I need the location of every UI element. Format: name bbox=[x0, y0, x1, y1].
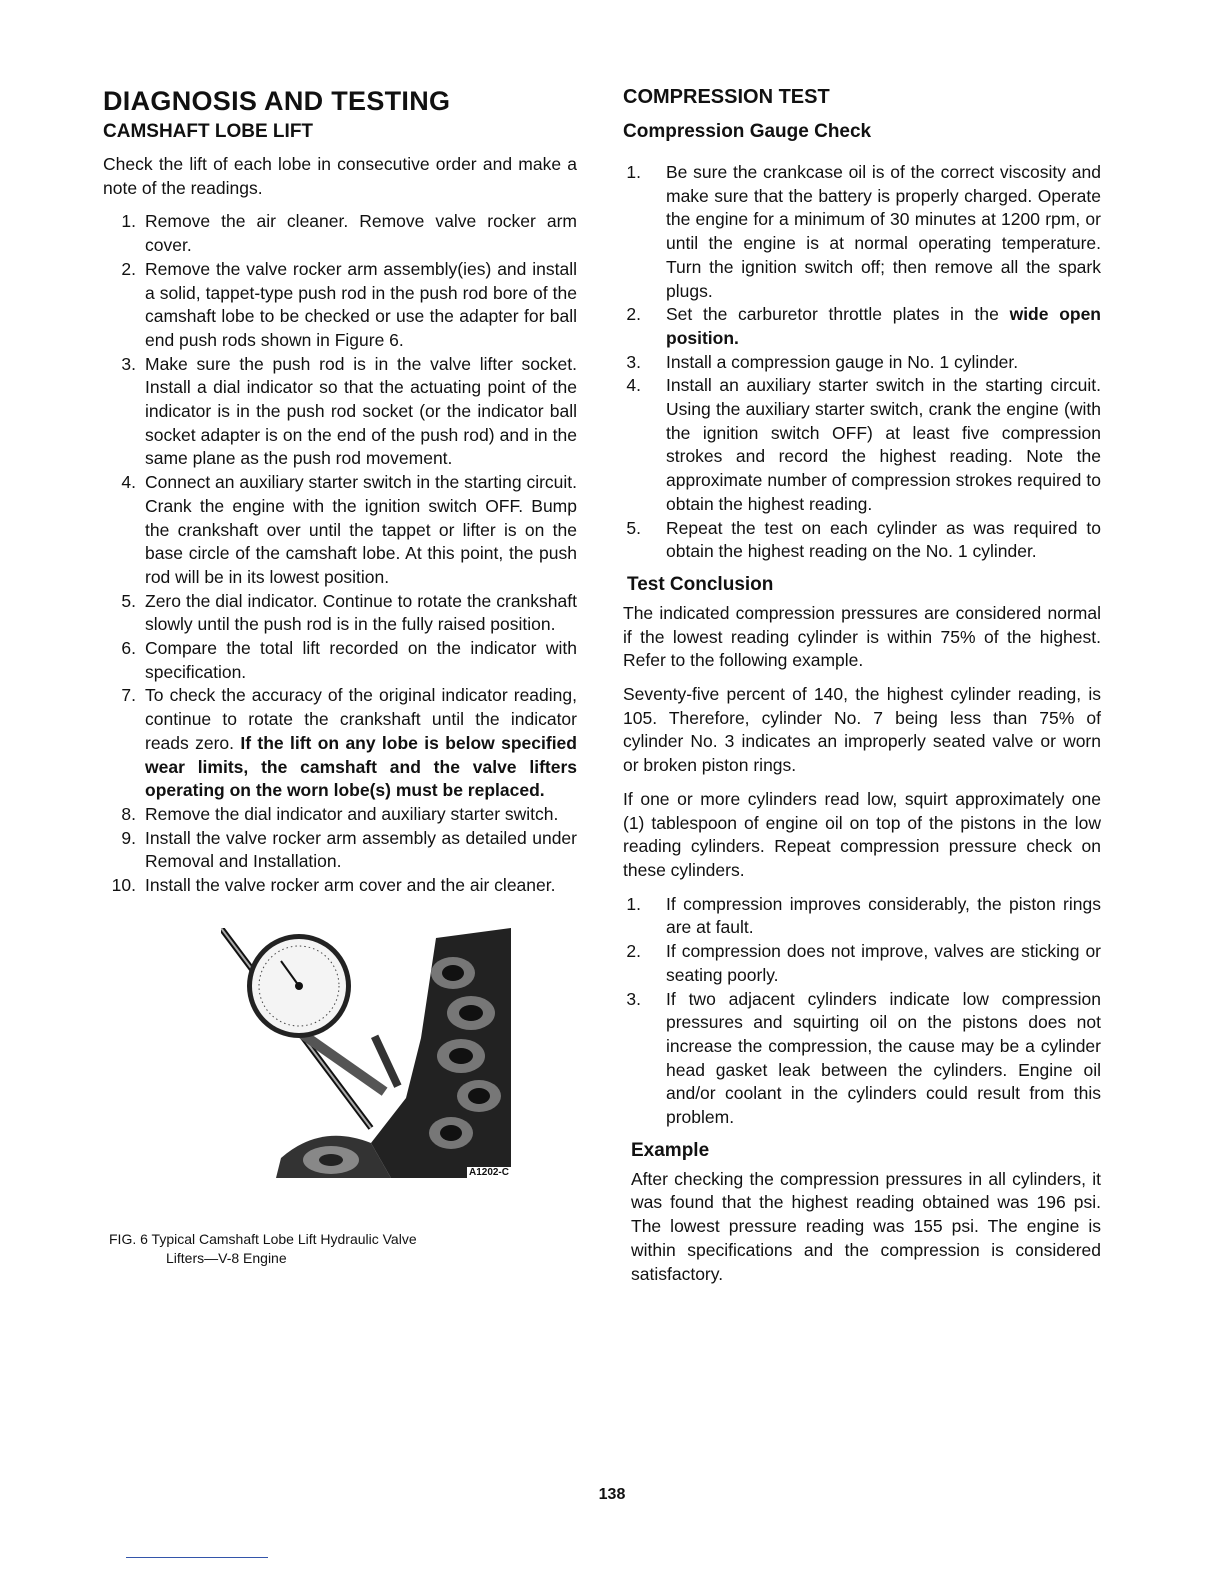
right-column bbox=[623, 80, 1101, 1296]
list-item: 6. Compare the total lift recorded on the indicator with specification. bbox=[121, 638, 577, 682]
list-item: 10. Install the valve rocker arm cover and the air cleaner. bbox=[111, 875, 556, 896]
bottom-rule bbox=[126, 1557, 268, 1558]
section-heading-compression: COMPRESSION TEST bbox=[623, 86, 830, 108]
left-column bbox=[103, 80, 577, 1268]
subheading-gauge-check: Compression Gauge Check bbox=[623, 121, 872, 142]
list-item: 3. Make sure the push rod is in the valve lifter socket. Install a dial indicator so that the actuating point of the indicator is in the push rod socket (or the indicator ball socket adapter is on the end of the push rod) and in the same plane as the push rod movement. bbox=[121, 353, 577, 469]
figure-tag: A1202-C bbox=[468, 1166, 509, 1178]
camshaft-steps-list bbox=[103, 210, 577, 897]
page-number: 138 bbox=[598, 1486, 626, 1503]
list-item: 2. If compression does not improve, valves are sticking or seating poorly. bbox=[626, 941, 1101, 985]
page-title: DIAGNOSIS AND TESTING bbox=[103, 86, 451, 116]
list-item: 7. To check the accuracy of the original indicator reading, continue to rotate the crankshaft until the indicator reads zero. If the lift on any lobe is below specified wear limits, the camshaft and the valve lifters operating on the worn lobe(s) must be replaced. bbox=[121, 685, 577, 801]
intro-paragraph: Check the lift of each lobe in consecutive order and make a note of the readings. bbox=[103, 154, 577, 198]
list-item: 1. Be sure the crankcase oil is of the correct viscosity and make sure that the battery is properly charged. Operate the engine for a minimum of 30 minutes at 1200 rpm, or until the engine is at normal operating temperature. Turn the ignition switch off; then remove all the spark plugs. bbox=[626, 162, 1101, 301]
section-heading-camshaft: CAMSHAFT LOBE LIFT bbox=[103, 121, 314, 142]
list-item: 8. Remove the dial indicator and auxiliary starter switch. bbox=[121, 803, 559, 824]
list-item: 2. Remove the valve rocker arm assembly(ies) and install a solid, tappet-type push rod in the push rod bore of the camshaft lobe to be checked or use the adapter for ball end push rods shown in Figure 6. bbox=[121, 258, 577, 350]
example-paragraph: After checking the compression pressures in all cylinders, it was found that the highest reading obtained was 196 psi. The lowest pressure reading was 155 psi. The engine is within specifications and the compression is considered satisfactory. bbox=[631, 1168, 1101, 1284]
list-item: 1. Remove the air cleaner. Remove valve rocker arm cover. bbox=[121, 211, 577, 256]
list-item: 2. Set the carburetor throttle plates in the wide open position. bbox=[626, 304, 1101, 348]
list-item: 9. Install the valve rocker arm assembly as detailed under Removal and Installation. bbox=[121, 827, 577, 872]
conclusion-paragraph-2: Seventy-five percent of 140, the highest cylinder reading, is 105. Therefore, cylinder No. 7 being less than 75% of cylinder No. 3 indicates an improperly seated valve or worn or broken piston rings. bbox=[623, 684, 1101, 776]
list-item: 3. If two adjacent cylinders indicate low compression pressures and squirting oil on the pistons does not increase the compression, the cause may be a cylinder head gasket leak between the cylinders. Engine oil and/or coolant in the cylinders could result from this problem. bbox=[626, 988, 1101, 1128]
dial-indicator-illustration bbox=[221, 928, 511, 1178]
list-item: 5. Zero the dial indicator. Continue to rotate the crankshaft slowly until the push rod is in the fully raised position. bbox=[121, 590, 577, 635]
results-list bbox=[623, 893, 1101, 1130]
figure-caption: FIG. 6 Typical Camshaft Lobe Lift Hydraulic Valve Lifters—V-8 Engine bbox=[109, 1230, 417, 1266]
subheading-example: Example bbox=[631, 1139, 710, 1161]
list-item: 4. Install an auxiliary starter switch in the starting circuit. Using the auxiliary starter switch, crank the engine (with the ignition switch OFF) at least five compression strokes and record the highest reading. Note the approximate number of compression strokes required to obtain the highest reading. bbox=[626, 375, 1101, 514]
figure-dial-indicator bbox=[221, 928, 511, 1178]
list-item: 1. If compression improves considerably, the piston rings are at fault. bbox=[626, 893, 1101, 938]
conclusion-paragraph-1: The indicated compression pressures are considered normal if the lowest reading cylinder is within 75% of the highest. Refer to the following example. bbox=[623, 602, 1101, 671]
conclusion-paragraph-3: If one or more cylinders read low, squirt approximately one (1) tablespoon of engine oil on top of the pistons in the low reading cylinders. Repeat compression pressure check on these cylinders. bbox=[623, 788, 1101, 880]
compression-steps-list bbox=[623, 161, 1101, 564]
list-item: 3. Install a compression gauge in No. 1 cylinder. bbox=[626, 351, 1019, 372]
subheading-test-conclusion: Test Conclusion bbox=[627, 573, 774, 595]
list-item: 5. Repeat the test on each cylinder as was required to obtain the highest reading on the No. 1 cylinder. bbox=[626, 517, 1101, 562]
list-item: 4. Connect an auxiliary starter switch in the starting circuit. Crank the engine with the ignition switch OFF. Bump the crankshaft over until the tappet or lifter is on the base circle of the camshaft lobe. At this point, the push rod will be in its lowest position. bbox=[121, 472, 577, 587]
warning-text: If the lift on any lobe is below specified wear limits, the camshaft and the valve lifters operating on the worn lobe(s) must be replaced. bbox=[145, 732, 577, 801]
